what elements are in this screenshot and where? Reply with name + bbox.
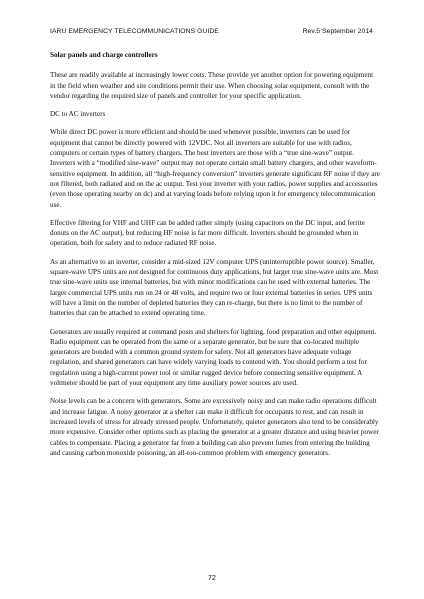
paragraph-filtering: Effective filtering for VHF and UHF can be added rather simply (using capacitors on the DC input, and ferrite donuts on the AC output), but reducing HF noise is far more difficult. Inverters should be grounded when in operation, both for safety and to reduce radiated RF noise.	[50, 218, 365, 248]
paragraph-generators: Generators are usually required at command posts and shelters for lighting, food preparation and other equipment. Radio equipment can be operated from the same or a separate generator, but be sure that co-located multiple generators are bonded with a common ground system for safety. Not all generators have adequate voltage regulation, and shared generators can have widely varying loads to contend with. You should perform a test for regulation using a high-current power tool or similar rugged device before connecting sensitive equipment. A voltmeter should be part of your equipment any time auxiliary power sources are used.	[50, 327, 377, 388]
header-revision: Rev.5 September 2014	[302, 28, 373, 35]
page-number: 72	[208, 575, 216, 582]
running-header	[50, 28, 373, 35]
paragraph-ups: As an alternative to an inverter, consider a mid-sized 12V computer UPS (uninterruptible power source). Smaller, square-wave UPS units are not designed for continuous duty applications, but larger true sine-wave units are. Most true sine-wave units use internal batteries, but with minor modifications can be used with external batteries. The larger commercial UPS units run on 24 or 48 volts, and require two or four external batteries in series. UPS units will have a limit on the number of depleted batteries they can re-charge, but there is no limit to the number of batteries that can be attached to extend operating time.	[50, 257, 379, 318]
paragraph-inverters: While direct DC power is more efficient and should be used whenever possible, inverters can be used for equipment that cannot be directly powered with 12VDC. Not all inverters are suitable for use with radios, computers or certain types of battery chargers. The best inverters are those with a “true sine-wave” output. Inverters with a “modified sine-wave” output may not operate certain small battery chargers, and other waveform-sensitive equipment. In addition, all “high-frequency conversion” inverters generate significant RF noise if they are not filtered, both radiated and on the ac output. Test your inverter with your radios, power supplies and accessories (even those operating nearby on dc) and at varying loads before relying upon it for emergency telecommunication use.	[50, 128, 380, 209]
paragraph-noise: Noise levels can be a concern with generators. Some are excessively noisy and can make radio operations difficult and increase fatigue. A noisy generator at a shelter can make it difficult for occupants to rest, and can result in increased levels of stress for already stressed people. Unfortunately, quieter generators also tend to be considerably more expensive. Consider other options such as placing the generator at a greater distance and using heavier power cables to compensate. Placing a generator far from a building can also prevent fumes from entering the building and causing carbon monoxide poisoning, an all-too-common problem with emergency generators.	[50, 397, 379, 457]
section-heading: Solar panels and charge controllers	[50, 51, 158, 59]
subheading-inverters: DC to AC inverters	[50, 110, 106, 119]
body-text	[50, 50, 380, 466]
header-title: IARU EMERGENCY TELECOMMUNICATIONS GUIDE	[50, 28, 219, 35]
paragraph-solar: These are readily available at increasingly lower costs. These provide yet another option for powering equipment in the field when weather and site conditions permit their use. When choosing solar equipment, consult with the vendor regarding the required size of panels and controller for your specific application.	[50, 71, 374, 100]
